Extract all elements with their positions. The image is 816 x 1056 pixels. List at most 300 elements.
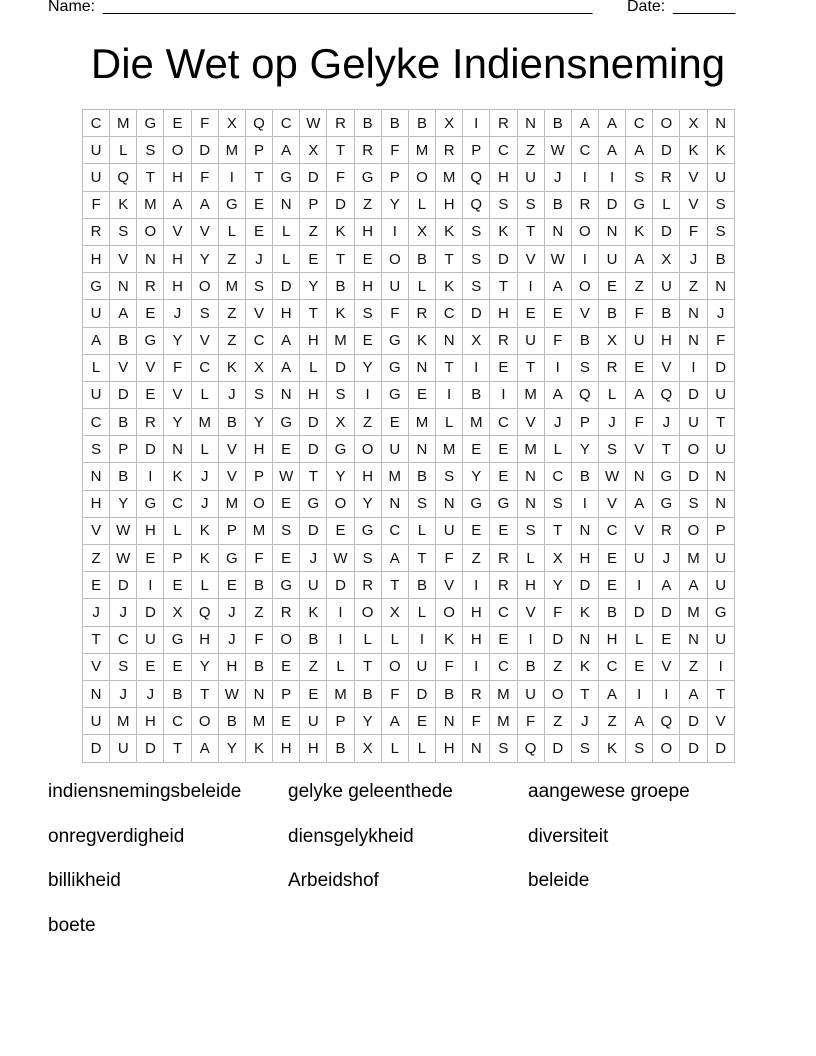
grid-cell[interactable]: J (192, 491, 219, 518)
grid-cell[interactable]: A (192, 735, 219, 762)
grid-cell[interactable]: V (246, 300, 273, 327)
grid-cell[interactable]: I (436, 382, 463, 409)
grid-cell[interactable]: U (436, 518, 463, 545)
grid-cell[interactable]: T (327, 246, 354, 273)
grid-cell[interactable]: W (300, 110, 327, 137)
grid-cell[interactable]: S (708, 219, 735, 246)
grid-cell[interactable]: S (708, 192, 735, 219)
grid-cell[interactable]: Z (300, 219, 327, 246)
grid-cell[interactable]: R (327, 110, 354, 137)
grid-cell[interactable]: T (300, 463, 327, 490)
grid-cell[interactable]: C (599, 518, 626, 545)
grid-cell[interactable]: S (110, 219, 137, 246)
grid-cell[interactable]: S (680, 491, 707, 518)
grid-cell[interactable]: T (653, 436, 680, 463)
grid-cell[interactable]: A (110, 300, 137, 327)
grid-cell[interactable]: C (626, 110, 653, 137)
grid-cell[interactable]: M (382, 463, 409, 490)
grid-cell[interactable]: U (653, 273, 680, 300)
grid-cell[interactable]: P (300, 192, 327, 219)
grid-cell[interactable]: N (382, 491, 409, 518)
grid-cell[interactable]: S (273, 518, 300, 545)
grid-cell[interactable]: E (599, 273, 626, 300)
grid-cell[interactable]: K (436, 627, 463, 654)
grid-cell[interactable]: C (545, 463, 572, 490)
grid-cell[interactable]: O (355, 436, 382, 463)
grid-cell[interactable]: T (436, 355, 463, 382)
grid-cell[interactable]: Y (246, 409, 273, 436)
grid-cell[interactable]: U (708, 436, 735, 463)
grid-cell[interactable]: F (708, 328, 735, 355)
grid-cell[interactable]: I (463, 110, 490, 137)
grid-cell[interactable]: D (110, 382, 137, 409)
grid-cell[interactable]: E (273, 545, 300, 572)
grid-cell[interactable]: V (164, 382, 191, 409)
grid-cell[interactable]: L (219, 219, 246, 246)
grid-cell[interactable]: N (409, 355, 436, 382)
grid-cell[interactable]: C (599, 654, 626, 681)
grid-cell[interactable]: A (599, 110, 626, 137)
grid-cell[interactable]: A (680, 572, 707, 599)
grid-cell[interactable]: L (192, 382, 219, 409)
grid-cell[interactable]: D (300, 409, 327, 436)
grid-cell[interactable]: X (409, 219, 436, 246)
grid-cell[interactable]: V (83, 654, 110, 681)
grid-cell[interactable]: F (680, 219, 707, 246)
grid-cell[interactable]: V (110, 246, 137, 273)
grid-cell[interactable]: E (137, 545, 164, 572)
grid-cell[interactable]: H (246, 436, 273, 463)
grid-cell[interactable]: A (626, 491, 653, 518)
grid-cell[interactable]: E (273, 491, 300, 518)
grid-cell[interactable]: G (653, 491, 680, 518)
grid-cell[interactable]: M (436, 164, 463, 191)
grid-cell[interactable]: F (518, 708, 545, 735)
grid-cell[interactable]: H (219, 654, 246, 681)
grid-cell[interactable]: K (164, 463, 191, 490)
grid-cell[interactable]: C (490, 599, 517, 626)
grid-cell[interactable]: D (327, 355, 354, 382)
grid-cell[interactable]: N (599, 219, 626, 246)
grid-cell[interactable]: R (490, 110, 517, 137)
grid-cell[interactable]: Y (545, 572, 572, 599)
grid-cell[interactable]: Z (300, 654, 327, 681)
grid-cell[interactable]: M (409, 409, 436, 436)
grid-cell[interactable]: H (490, 164, 517, 191)
grid-cell[interactable]: R (137, 273, 164, 300)
grid-cell[interactable]: X (680, 110, 707, 137)
grid-cell[interactable]: I (626, 572, 653, 599)
grid-cell[interactable]: Z (219, 246, 246, 273)
grid-cell[interactable]: E (382, 409, 409, 436)
grid-cell[interactable]: L (626, 627, 653, 654)
grid-cell[interactable]: X (355, 735, 382, 762)
grid-cell[interactable]: F (382, 681, 409, 708)
grid-cell[interactable]: O (409, 164, 436, 191)
grid-cell[interactable]: N (708, 110, 735, 137)
grid-cell[interactable]: B (572, 328, 599, 355)
grid-cell[interactable]: R (355, 572, 382, 599)
grid-cell[interactable]: E (273, 708, 300, 735)
grid-cell[interactable]: B (545, 192, 572, 219)
grid-cell[interactable]: Z (83, 545, 110, 572)
grid-cell[interactable]: C (572, 137, 599, 164)
grid-cell[interactable]: D (545, 627, 572, 654)
grid-cell[interactable]: E (246, 219, 273, 246)
grid-cell[interactable]: E (463, 518, 490, 545)
grid-cell[interactable]: U (708, 627, 735, 654)
grid-cell[interactable]: P (273, 681, 300, 708)
grid-cell[interactable]: U (300, 708, 327, 735)
grid-cell[interactable]: B (110, 409, 137, 436)
grid-cell[interactable]: X (463, 328, 490, 355)
grid-cell[interactable]: I (327, 599, 354, 626)
grid-cell[interactable]: U (83, 708, 110, 735)
grid-cell[interactable]: M (518, 436, 545, 463)
grid-cell[interactable]: F (83, 192, 110, 219)
grid-cell[interactable]: F (382, 300, 409, 327)
grid-cell[interactable]: V (518, 246, 545, 273)
grid-cell[interactable]: S (626, 164, 653, 191)
grid-cell[interactable]: D (490, 246, 517, 273)
grid-cell[interactable]: N (83, 681, 110, 708)
grid-cell[interactable]: U (708, 164, 735, 191)
grid-cell[interactable]: E (626, 654, 653, 681)
grid-cell[interactable]: E (599, 572, 626, 599)
grid-cell[interactable]: A (192, 192, 219, 219)
grid-cell[interactable]: G (490, 491, 517, 518)
grid-cell[interactable]: Y (572, 436, 599, 463)
grid-cell[interactable]: G (300, 491, 327, 518)
grid-cell[interactable]: G (137, 328, 164, 355)
grid-cell[interactable]: W (110, 518, 137, 545)
grid-cell[interactable]: U (382, 436, 409, 463)
grid-cell[interactable]: M (490, 708, 517, 735)
grid-cell[interactable]: V (572, 300, 599, 327)
grid-cell[interactable]: Y (192, 246, 219, 273)
grid-cell[interactable]: K (192, 518, 219, 545)
grid-cell[interactable]: F (436, 545, 463, 572)
grid-cell[interactable]: T (409, 545, 436, 572)
grid-cell[interactable]: I (463, 654, 490, 681)
grid-cell[interactable]: A (626, 382, 653, 409)
grid-cell[interactable]: V (680, 192, 707, 219)
grid-cell[interactable]: V (518, 409, 545, 436)
grid-cell[interactable]: U (409, 654, 436, 681)
grid-cell[interactable]: R (409, 300, 436, 327)
grid-cell[interactable]: O (572, 273, 599, 300)
grid-cell[interactable]: U (518, 164, 545, 191)
grid-cell[interactable]: O (653, 110, 680, 137)
grid-cell[interactable]: P (382, 164, 409, 191)
grid-cell[interactable]: W (545, 137, 572, 164)
grid-cell[interactable]: U (83, 164, 110, 191)
grid-cell[interactable]: F (327, 164, 354, 191)
grid-cell[interactable]: L (273, 246, 300, 273)
grid-cell[interactable]: S (626, 735, 653, 762)
grid-cell[interactable]: S (436, 463, 463, 490)
grid-cell[interactable]: P (463, 137, 490, 164)
grid-cell[interactable]: I (708, 654, 735, 681)
grid-cell[interactable]: D (463, 300, 490, 327)
grid-cell[interactable]: S (463, 273, 490, 300)
grid-cell[interactable]: B (219, 409, 246, 436)
grid-cell[interactable]: R (137, 409, 164, 436)
grid-cell[interactable]: A (164, 192, 191, 219)
grid-cell[interactable]: R (463, 681, 490, 708)
grid-cell[interactable]: P (246, 463, 273, 490)
grid-cell[interactable]: Y (382, 192, 409, 219)
grid-cell[interactable]: L (382, 627, 409, 654)
grid-cell[interactable]: E (219, 572, 246, 599)
grid-cell[interactable]: O (246, 491, 273, 518)
grid-cell[interactable]: I (327, 627, 354, 654)
grid-cell[interactable]: B (572, 463, 599, 490)
grid-cell[interactable]: T (137, 164, 164, 191)
grid-cell[interactable]: Z (219, 328, 246, 355)
grid-cell[interactable]: B (599, 300, 626, 327)
grid-cell[interactable]: M (680, 545, 707, 572)
grid-cell[interactable]: B (409, 463, 436, 490)
grid-cell[interactable]: I (137, 572, 164, 599)
grid-cell[interactable]: Z (219, 300, 246, 327)
grid-cell[interactable]: Q (653, 382, 680, 409)
grid-cell[interactable]: A (382, 545, 409, 572)
grid-cell[interactable]: H (518, 572, 545, 599)
grid-cell[interactable]: W (110, 545, 137, 572)
grid-cell[interactable]: S (463, 219, 490, 246)
grid-cell[interactable]: C (110, 627, 137, 654)
grid-cell[interactable]: E (164, 572, 191, 599)
grid-cell[interactable]: H (300, 382, 327, 409)
grid-cell[interactable]: V (599, 491, 626, 518)
grid-cell[interactable]: W (599, 463, 626, 490)
grid-cell[interactable]: G (164, 627, 191, 654)
grid-cell[interactable]: V (653, 654, 680, 681)
grid-cell[interactable]: B (653, 300, 680, 327)
grid-cell[interactable]: O (572, 219, 599, 246)
grid-cell[interactable]: G (273, 164, 300, 191)
grid-cell[interactable]: M (436, 436, 463, 463)
grid-cell[interactable]: S (110, 654, 137, 681)
grid-cell[interactable]: C (164, 708, 191, 735)
grid-cell[interactable]: C (192, 355, 219, 382)
grid-cell[interactable]: E (463, 436, 490, 463)
grid-cell[interactable]: D (545, 735, 572, 762)
grid-cell[interactable]: S (246, 273, 273, 300)
grid-cell[interactable]: D (680, 463, 707, 490)
grid-cell[interactable]: E (164, 110, 191, 137)
grid-cell[interactable]: O (327, 491, 354, 518)
grid-cell[interactable]: F (436, 654, 463, 681)
grid-cell[interactable]: E (300, 681, 327, 708)
grid-cell[interactable]: K (626, 219, 653, 246)
grid-cell[interactable]: P (219, 518, 246, 545)
grid-cell[interactable]: N (436, 328, 463, 355)
grid-cell[interactable]: Z (599, 708, 626, 735)
grid-cell[interactable]: F (626, 409, 653, 436)
grid-cell[interactable]: V (110, 355, 137, 382)
grid-cell[interactable]: E (490, 355, 517, 382)
grid-cell[interactable]: R (653, 518, 680, 545)
grid-cell[interactable]: V (653, 355, 680, 382)
grid-cell[interactable]: Z (246, 599, 273, 626)
grid-cell[interactable]: Y (463, 463, 490, 490)
grid-cell[interactable]: B (518, 654, 545, 681)
grid-cell[interactable]: F (246, 627, 273, 654)
grid-cell[interactable]: Z (680, 654, 707, 681)
grid-cell[interactable]: H (490, 300, 517, 327)
grid-cell[interactable]: N (518, 463, 545, 490)
grid-cell[interactable]: H (436, 735, 463, 762)
grid-cell[interactable]: G (382, 328, 409, 355)
grid-cell[interactable]: U (83, 300, 110, 327)
grid-cell[interactable]: H (355, 463, 382, 490)
grid-cell[interactable]: V (137, 355, 164, 382)
grid-cell[interactable]: D (626, 599, 653, 626)
grid-cell[interactable]: T (355, 654, 382, 681)
grid-cell[interactable]: O (653, 735, 680, 762)
grid-cell[interactable]: E (653, 627, 680, 654)
grid-cell[interactable]: U (599, 246, 626, 273)
grid-cell[interactable]: L (436, 409, 463, 436)
grid-cell[interactable]: T (518, 355, 545, 382)
grid-cell[interactable]: F (545, 599, 572, 626)
grid-cell[interactable]: O (382, 654, 409, 681)
grid-cell[interactable]: N (273, 382, 300, 409)
grid-cell[interactable]: Z (518, 137, 545, 164)
grid-cell[interactable]: C (490, 654, 517, 681)
grid-cell[interactable]: X (327, 409, 354, 436)
grid-cell[interactable]: D (680, 382, 707, 409)
grid-cell[interactable]: Q (463, 192, 490, 219)
grid-cell[interactable]: E (490, 463, 517, 490)
grid-cell[interactable]: H (192, 627, 219, 654)
grid-cell[interactable]: D (680, 735, 707, 762)
grid-cell[interactable]: G (355, 164, 382, 191)
grid-cell[interactable]: A (273, 328, 300, 355)
grid-cell[interactable]: L (192, 572, 219, 599)
grid-cell[interactable]: N (137, 246, 164, 273)
grid-cell[interactable]: H (463, 599, 490, 626)
grid-cell[interactable]: C (490, 409, 517, 436)
grid-cell[interactable]: E (355, 246, 382, 273)
grid-cell[interactable]: Z (463, 545, 490, 572)
grid-cell[interactable]: B (599, 599, 626, 626)
grid-cell[interactable]: B (409, 572, 436, 599)
grid-cell[interactable]: M (327, 328, 354, 355)
grid-cell[interactable]: B (382, 110, 409, 137)
grid-cell[interactable]: S (599, 436, 626, 463)
grid-cell[interactable]: R (599, 355, 626, 382)
grid-cell[interactable]: Q (518, 735, 545, 762)
grid-cell[interactable]: L (164, 518, 191, 545)
grid-cell[interactable]: A (599, 137, 626, 164)
grid-cell[interactable]: M (327, 681, 354, 708)
grid-cell[interactable]: K (708, 137, 735, 164)
grid-cell[interactable]: P (110, 436, 137, 463)
grid-cell[interactable]: T (83, 627, 110, 654)
grid-cell[interactable]: B (327, 735, 354, 762)
grid-cell[interactable]: F (192, 110, 219, 137)
grid-cell[interactable]: C (246, 328, 273, 355)
grid-cell[interactable]: T (192, 681, 219, 708)
grid-cell[interactable]: N (518, 110, 545, 137)
grid-cell[interactable]: I (599, 164, 626, 191)
grid-cell[interactable]: I (572, 164, 599, 191)
grid-cell[interactable]: T (327, 137, 354, 164)
grid-cell[interactable]: I (518, 273, 545, 300)
grid-cell[interactable]: T (436, 246, 463, 273)
grid-cell[interactable]: V (83, 518, 110, 545)
grid-cell[interactable]: T (164, 735, 191, 762)
grid-cell[interactable]: Y (355, 355, 382, 382)
grid-cell[interactable]: M (110, 708, 137, 735)
grid-cell[interactable]: N (83, 463, 110, 490)
grid-cell[interactable]: X (300, 137, 327, 164)
grid-cell[interactable]: N (518, 491, 545, 518)
grid-cell[interactable]: W (273, 463, 300, 490)
grid-cell[interactable]: G (327, 436, 354, 463)
grid-cell[interactable]: B (355, 681, 382, 708)
grid-cell[interactable]: T (518, 219, 545, 246)
grid-cell[interactable]: E (327, 518, 354, 545)
grid-cell[interactable]: A (680, 681, 707, 708)
grid-cell[interactable]: I (680, 355, 707, 382)
grid-cell[interactable]: A (273, 137, 300, 164)
grid-cell[interactable]: U (137, 627, 164, 654)
grid-cell[interactable]: D (83, 735, 110, 762)
grid-cell[interactable]: T (708, 409, 735, 436)
grid-cell[interactable]: H (300, 735, 327, 762)
grid-cell[interactable]: T (490, 273, 517, 300)
grid-cell[interactable]: L (83, 355, 110, 382)
grid-cell[interactable]: X (219, 110, 246, 137)
grid-cell[interactable]: A (545, 382, 572, 409)
grid-cell[interactable]: F (192, 164, 219, 191)
grid-cell[interactable]: H (164, 164, 191, 191)
grid-cell[interactable]: D (327, 192, 354, 219)
grid-cell[interactable]: S (355, 545, 382, 572)
grid-cell[interactable]: M (219, 491, 246, 518)
grid-cell[interactable]: E (273, 436, 300, 463)
grid-cell[interactable]: J (137, 681, 164, 708)
grid-cell[interactable]: N (680, 300, 707, 327)
grid-cell[interactable]: J (599, 409, 626, 436)
grid-cell[interactable]: N (708, 463, 735, 490)
grid-cell[interactable]: N (545, 219, 572, 246)
grid-cell[interactable]: Q (463, 164, 490, 191)
grid-cell[interactable]: X (164, 599, 191, 626)
grid-cell[interactable]: B (409, 110, 436, 137)
grid-cell[interactable]: Q (246, 110, 273, 137)
grid-cell[interactable]: I (463, 572, 490, 599)
grid-cell[interactable]: A (273, 355, 300, 382)
grid-cell[interactable]: W (327, 545, 354, 572)
grid-cell[interactable]: F (164, 355, 191, 382)
grid-cell[interactable]: U (83, 137, 110, 164)
grid-cell[interactable]: Y (164, 328, 191, 355)
grid-cell[interactable]: O (192, 708, 219, 735)
grid-cell[interactable]: S (490, 735, 517, 762)
grid-cell[interactable]: X (545, 545, 572, 572)
grid-cell[interactable]: K (327, 219, 354, 246)
grid-cell[interactable]: M (110, 110, 137, 137)
grid-cell[interactable]: A (626, 137, 653, 164)
grid-cell[interactable]: I (518, 627, 545, 654)
grid-cell[interactable]: A (382, 708, 409, 735)
grid-cell[interactable]: N (572, 518, 599, 545)
